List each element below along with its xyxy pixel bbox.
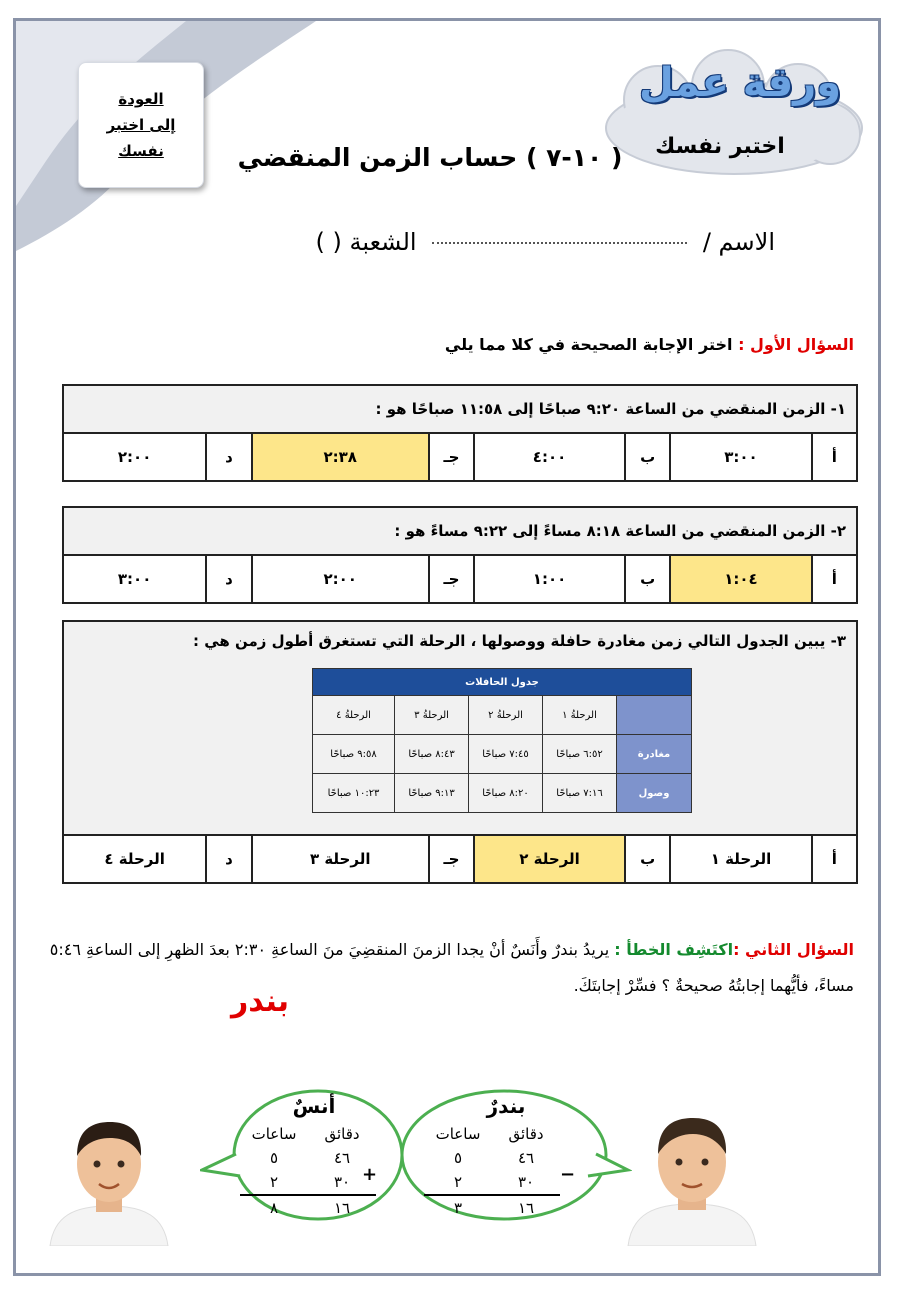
option-letter: أ — [811, 434, 856, 480]
bus-table-cell: ٩:١٣ صباحًا — [395, 774, 469, 813]
bus-table-col-header: الرحلةُ ٤ — [313, 696, 395, 735]
bus-table-cell: ٨:٢٠ صباحًا — [469, 774, 543, 813]
option-letter: د — [205, 836, 250, 882]
boy-bandar-avatar — [622, 1102, 762, 1246]
bus-table-cell: ٧:١٦ صباحًا — [543, 774, 617, 813]
back-button-line-3: نفسك — [118, 142, 164, 160]
bus-table-col-header: الرحلةُ ٢ — [469, 696, 543, 735]
anas-calc — [240, 1122, 376, 1220]
calc-cell: ٤٦ — [333, 1149, 351, 1167]
question-item-2 — [62, 506, 858, 604]
bandar-calc — [424, 1122, 560, 1220]
question1-instruction: اختر الإجابة الصحيحة في كلا مما يلي — [444, 335, 733, 354]
anas-name: أنسٌ — [292, 1094, 336, 1118]
calc-cell: ٣٠ — [333, 1173, 351, 1191]
question-item-3-text: ٣- يبين الجدول التالي زمن مغادرة حافلة ووصولها ، الرحلة التي تستغرق أطول زمن هي : — [64, 622, 856, 836]
calc-result: ٣ — [424, 1195, 492, 1220]
bus-table-row-header: وصول — [617, 774, 692, 813]
plus-sign: + — [362, 1164, 378, 1185]
bus-table-cell: ٧:٤٥ صباحًا — [469, 735, 543, 774]
bus-table-cell: ٩:٥٨ صباحًا — [313, 735, 395, 774]
question1-label: السؤال الأول : — [738, 335, 854, 354]
question2-answer: بندر — [230, 984, 290, 1019]
bandar-calc-group — [392, 1080, 620, 1230]
option-letter: جـ — [428, 434, 473, 480]
option-value[interactable]: ٢:٠٠ — [251, 556, 428, 602]
table-row — [313, 735, 692, 774]
question2-label: السؤال الثاني : — [733, 940, 854, 959]
col-minutes-label: دقائق — [324, 1125, 360, 1143]
bus-schedule-table — [312, 668, 692, 813]
options-row-1 — [64, 434, 856, 480]
options-row-3 — [64, 836, 856, 882]
back-button-line-2: إلى اختبر — [106, 116, 176, 134]
question2 — [42, 932, 854, 1004]
table-row — [313, 774, 692, 813]
option-letter: أ — [811, 556, 856, 602]
calc-cell: ٣٠ — [517, 1173, 535, 1191]
col-hours-label: ساعات — [251, 1125, 297, 1143]
options-row-2 — [64, 556, 856, 602]
student-info-line — [195, 228, 775, 256]
worksheet-title: ورقة عمل — [638, 60, 842, 106]
calc-result: ٨ — [240, 1195, 308, 1220]
calc-cell: ٢ — [269, 1173, 279, 1191]
col-hours-label: ساعات — [435, 1125, 481, 1143]
lesson-title: ( ١٠-٧ ) حساب الزمن المنقضي — [237, 143, 623, 172]
bus-table-caption: جدول الحافلات — [313, 669, 692, 696]
option-letter: ب — [624, 434, 669, 480]
option-letter: جـ — [428, 556, 473, 602]
option-letter: د — [205, 556, 250, 602]
name-field[interactable] — [432, 242, 687, 244]
option-letter: ب — [624, 556, 669, 602]
option-value-selected[interactable]: الرحلة ٢ — [473, 836, 624, 882]
option-value[interactable]: الرحلة ٣ — [251, 836, 428, 882]
option-value[interactable]: ١:٠٠ — [473, 556, 624, 602]
bus-table-cell: ٦:٥٢ صباحًا — [543, 735, 617, 774]
option-letter: د — [205, 434, 250, 480]
option-value[interactable]: الرحلة ١ — [669, 836, 810, 882]
question-item-1-text: ١- الزمن المنقضي من الساعة ٩:٢٠ صباحًا إلى ١١:٥٨ صباحًا هو : — [64, 386, 856, 434]
worksheet-subtitle: اختبر نفسك — [655, 134, 785, 159]
bus-table-corner — [617, 696, 692, 735]
anas-calc-group — [222, 1080, 406, 1230]
option-value[interactable]: الرحلة ٤ — [104, 850, 165, 868]
bus-table-cell: ١٠:٢٣ صباحًا — [313, 774, 395, 813]
back-to-test-yourself-button[interactable] — [78, 62, 204, 188]
minus-sign: − — [560, 1164, 576, 1185]
bus-table-col-header: الرحلةُ ٣ — [395, 696, 469, 735]
option-letter: أ — [811, 836, 856, 882]
find-error-tag: اكتَشِف الخطأ : — [614, 940, 734, 959]
option-letter: جـ — [428, 836, 473, 882]
option-letter: ب — [624, 836, 669, 882]
calc-cell: ٤٦ — [517, 1149, 535, 1167]
option-value[interactable]: ٢:٠٠ — [117, 448, 152, 466]
bus-table-cell: ٨:٤٣ صباحًا — [395, 735, 469, 774]
calc-cell: ٥ — [269, 1149, 279, 1167]
calc-cell: ٥ — [453, 1149, 463, 1167]
calc-result: ١٦ — [308, 1195, 376, 1220]
question1-heading — [440, 335, 854, 354]
boy-anas-avatar — [44, 1106, 174, 1246]
option-value[interactable]: ٤:٠٠ — [473, 434, 624, 480]
section-label: الشعبة ( ) — [315, 228, 417, 256]
calc-result: ١٦ — [492, 1195, 560, 1220]
option-value-selected[interactable]: ١:٠٤ — [669, 556, 810, 602]
name-label: الاسم / — [702, 228, 775, 256]
option-value-selected[interactable]: ٢:٣٨ — [251, 434, 428, 480]
bandar-name: بندرٌ — [486, 1094, 526, 1118]
col-minutes-label: دقائق — [508, 1125, 544, 1143]
back-button-line-1: العودة — [118, 90, 164, 108]
option-value[interactable]: ٣:٠٠ — [669, 434, 810, 480]
option-value[interactable]: ٣:٠٠ — [117, 570, 152, 588]
bus-table-row-header: مغادرة — [617, 735, 692, 774]
calc-cell: ٢ — [453, 1173, 463, 1191]
question2-text: يريدُ بندرٌ وأَنَسٌ أنْ يجدا الزمنَ المنقضِيَ منَ الساعةِ ٢:٣٠ بعدَ الظهرِ إلى الساعةِ ٥:٤٦ مساءً، فأيُّهما إجابتُهُ صحيحةٌ ؟ فسِّرْ إجابتَكَ. — [49, 940, 854, 995]
question-item-2-text: ٢- الزمن المنقضي من الساعة ٨:١٨ مساءً إلى ٩:٢٢ مساءً هو : — [64, 508, 856, 556]
question-item-1 — [62, 384, 858, 482]
bus-table-col-header: الرحلةُ ١ — [543, 696, 617, 735]
